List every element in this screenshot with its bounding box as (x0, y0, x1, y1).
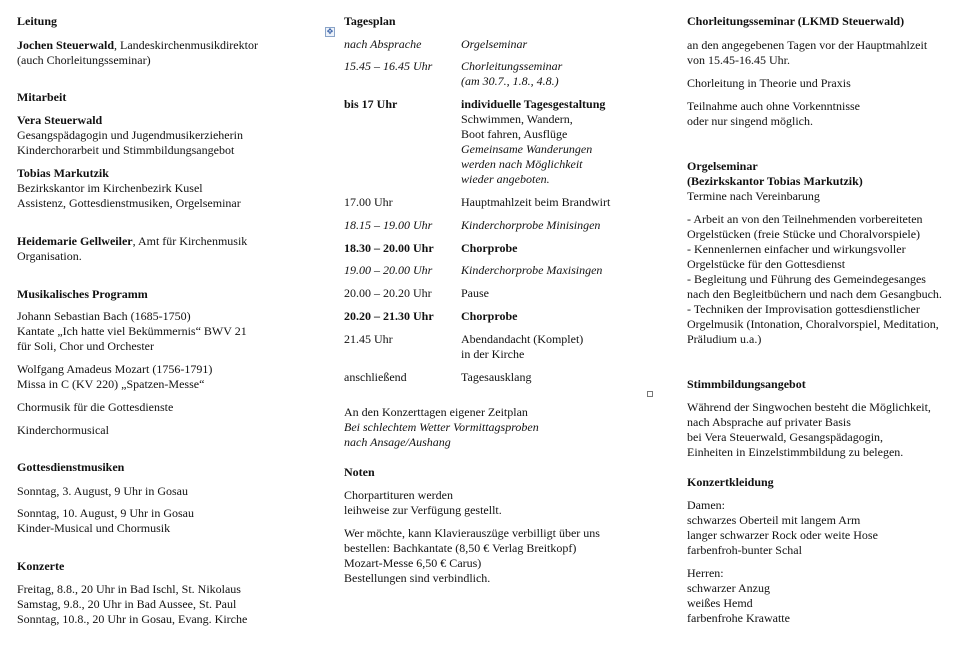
orgel-item: - Kennenlernen einfacher und wirkungsvoller (687, 242, 906, 256)
leitung-line (17, 38, 258, 53)
damen-label: Damen: (687, 498, 725, 512)
heading-chorleitung: Chorleitungsseminar (LKMD Steuerwald) (687, 14, 905, 28)
schedule-desc-line: in der Kirche (461, 347, 525, 361)
schedule-time: 19.00 – 20.00 Uhr (344, 263, 433, 277)
chorleitung-line3: Chorleitung in Theorie und Praxis (687, 76, 851, 90)
schedule-desc-line: (am 30.7., 1.8., 4.8.) (461, 74, 559, 88)
noten-line1: Chorpartituren werden (344, 488, 453, 502)
herren-line: schwarzer Anzug (687, 581, 770, 595)
orgel-item: - Begleitung und Führung des Gemeindegesanges (687, 272, 926, 286)
schedule-time: 21.45 Uhr (344, 332, 393, 346)
heading-mitarbeit: Mitarbeit (17, 90, 67, 104)
schedule-time: 15.45 – 16.45 Uhr (344, 59, 433, 73)
heading-konzerte: Konzerte (17, 559, 65, 573)
chorleitung-line1: an den angegebenen Tagen vor der Hauptmahlzeit (687, 38, 928, 52)
heide-role: , Amt für Kirchenmusik (132, 234, 248, 248)
schedule-desc: Pause (461, 286, 489, 300)
heide-name: Heidemarie Gellweiler (17, 234, 133, 248)
end-of-cell-marker (647, 391, 653, 397)
gd-line2: Sonntag, 10. August, 9 Uhr in Gosau (17, 506, 194, 520)
orgel-line1: Termine nach Vereinbarung (687, 189, 820, 203)
schedule-desc-line: Gemeinsame Wanderungen (461, 142, 593, 156)
stimm-line: Während der Singwochen besteht die Möglichkeit, (687, 400, 931, 414)
orgel-item: Orgelstücken (freie Stücke und Choralvorspiele) (687, 227, 921, 241)
schedule-desc-line: individuelle Tagesgestaltung (461, 97, 606, 111)
schedule-desc-line: werden nach Möglichkeit (461, 157, 583, 171)
vera-name: Vera Steuerwald (17, 113, 103, 127)
konzert3: Sonntag, 10.8., 20 Uhr in Gosau, Evang. Kirche (17, 612, 248, 626)
chorleitung-line5: oder nur singend möglich. (687, 114, 813, 128)
chormusik: Chormusik für die Gottesdienste (17, 400, 174, 414)
leitung-note: (auch Chorleitungsseminar) (17, 53, 151, 67)
leitung-name: Jochen Steuerwald (17, 38, 114, 52)
heide-line (17, 234, 247, 249)
schedule-desc (461, 332, 661, 362)
herren-line: farbenfrohe Krawatte (687, 611, 790, 625)
damen-line: langer schwarzer Rock oder weite Hose (687, 528, 878, 542)
schedule-desc: Tagesausklang (461, 370, 532, 384)
orgel-item: Orgelstücke für den Gottesdienst (687, 257, 846, 271)
schedule-desc-line: Schwimmen, Wandern, (461, 112, 573, 126)
chorleitung-line2: von 15.45-16.45 Uhr. (687, 53, 790, 67)
heide-line2: Organisation. (17, 249, 82, 263)
noten-line5: Mozart-Messe 6,50 € Carus) (344, 556, 482, 570)
herren-label: Herren: (687, 566, 724, 580)
gd-line3: Kinder-Musical und Chormusik (17, 521, 171, 535)
schedule-time: 17.00 Uhr (344, 195, 393, 209)
mozart-line1: Wolfgang Amadeus Mozart (1756-1791) (17, 362, 213, 376)
noten-line2: leihweise zur Verfügung gestellt. (344, 503, 502, 517)
schedule-desc (461, 97, 661, 187)
schedule-time: 20.20 – 21.30 Uhr (344, 309, 434, 323)
konzerttage-line3: nach Ansage/Aushang (344, 435, 451, 449)
schedule-desc-line: Abendandacht (Komplet) (461, 332, 584, 346)
orgel-item: - Arbeit an von den Teilnehmenden vorbereiteten (687, 212, 923, 226)
heading-leitung: Leitung (17, 14, 58, 28)
kindermusical: Kinderchormusical (17, 423, 109, 437)
konzerttage-line2: Bei schlechtem Wetter Vormittagsproben (344, 420, 539, 434)
tobias-name: Tobias Markutzik (17, 166, 109, 180)
schedule-desc: Kinderchorprobe Minisingen (461, 218, 601, 232)
schedule-time: bis 17 Uhr (344, 97, 398, 111)
schedule-desc-line: wieder angeboten. (461, 172, 550, 186)
heading-orgelseminar: Orgelseminar (687, 159, 758, 173)
konzerttage-line1: An den Konzerttagen eigener Zeitplan (344, 405, 528, 419)
orgelseminar-subheading: (Bezirkskantor Tobias Markutzik) (687, 174, 863, 188)
heading-konzertkleidung: Konzertkleidung (687, 475, 774, 489)
konzert1: Freitag, 8.8., 20 Uhr in Bad Ischl, St. Nikolaus (17, 582, 241, 596)
schedule-desc: Kinderchorprobe Maxisingen (461, 263, 603, 277)
schedule-time: 20.00 – 20.20 Uhr (344, 286, 432, 300)
schedule-desc: Chorprobe (461, 241, 518, 255)
leitung-role: , Landeskirchenmusikdirektor (114, 38, 258, 52)
bach-line2: Kantate „Ich hatte viel Bekümmernis“ BWV 21 (17, 324, 247, 338)
heading-noten: Noten (344, 465, 375, 479)
schedule-time: 18.30 – 20.00 Uhr (344, 241, 434, 255)
vera-line2: Kinderchorarbeit und Stimmbildungsangebot (17, 143, 235, 157)
bach-line1: Johann Sebastian Bach (1685-1750) (17, 309, 191, 323)
mozart-line2: Missa in C (KV 220) „Spatzen-Messe“ (17, 377, 205, 391)
schedule-desc: Hauptmahlzeit beim Brandwirt (461, 195, 611, 209)
damen-line: schwarzes Oberteil mit langem Arm (687, 513, 861, 527)
orgel-item: Präludium u.a.) (687, 332, 762, 346)
schedule-time: 18.15 – 19.00 Uhr (344, 218, 433, 232)
tobias-line1: Bezirkskantor im Kirchenbezirk Kusel (17, 181, 203, 195)
bach-line3: für Soli, Chor und Orchester (17, 339, 154, 353)
schedule-desc: Orgelseminar (461, 37, 528, 51)
stimm-line: bei Vera Steuerwald, Gesangspädagogin, (687, 430, 884, 444)
heading-stimmbildung: Stimmbildungsangebot (687, 377, 806, 391)
schedule-desc-line: Boot fahren, Ausflüge (461, 127, 568, 141)
schedule-desc (461, 59, 661, 89)
orgel-item: Orgelmusik (Intonation, Choralvorspiel, Meditation, (687, 317, 939, 331)
damen-line: farbenfroh-bunter Schal (687, 543, 802, 557)
stimm-line: Einheiten in Einzelstimmbildung zu belegen. (687, 445, 904, 459)
tobias-line2: Assistenz, Gottesdienstmusiken, Orgelseminar (17, 196, 241, 210)
gd-line1: Sonntag, 3. August, 9 Uhr in Gosau (17, 484, 188, 498)
table-move-handle-icon[interactable]: ✥ (326, 27, 334, 36)
stimm-line: nach Absprache auf privater Basis (687, 415, 851, 429)
schedule-desc: Chorprobe (461, 309, 518, 323)
heading-programm: Musikalisches Programm (17, 287, 148, 301)
heading-tagesplan: Tagesplan (344, 14, 396, 28)
orgel-item: - Techniken der Improvisation gottesdienstlicher (687, 302, 920, 316)
konzert2: Samstag, 9.8., 20 Uhr in Bad Aussee, St. Paul (17, 597, 237, 611)
heading-gottesdienst: Gottesdienstmusiken (17, 460, 125, 474)
noten-line6: Bestellungen sind verbindlich. (344, 571, 491, 585)
chorleitung-line4: Teilnahme auch ohne Vorkenntnisse (687, 99, 861, 113)
schedule-time: nach Absprache (344, 37, 422, 51)
noten-line4: bestellen: Bachkantate (8,50 € Verlag Breitkopf) (344, 541, 577, 555)
noten-line3: Wer möchte, kann Klavierauszüge verbilligt über uns (344, 526, 600, 540)
orgel-item: nach den Begleitbüchern und nach dem Gesangbuch. (687, 287, 942, 301)
herren-line: weißes Hemd (687, 596, 753, 610)
vera-line1: Gesangspädagogin und Jugendmusikerzieherin (17, 128, 243, 142)
schedule-time: anschließend (344, 370, 407, 384)
schedule-desc-line: Chorleitungsseminar (461, 59, 563, 73)
